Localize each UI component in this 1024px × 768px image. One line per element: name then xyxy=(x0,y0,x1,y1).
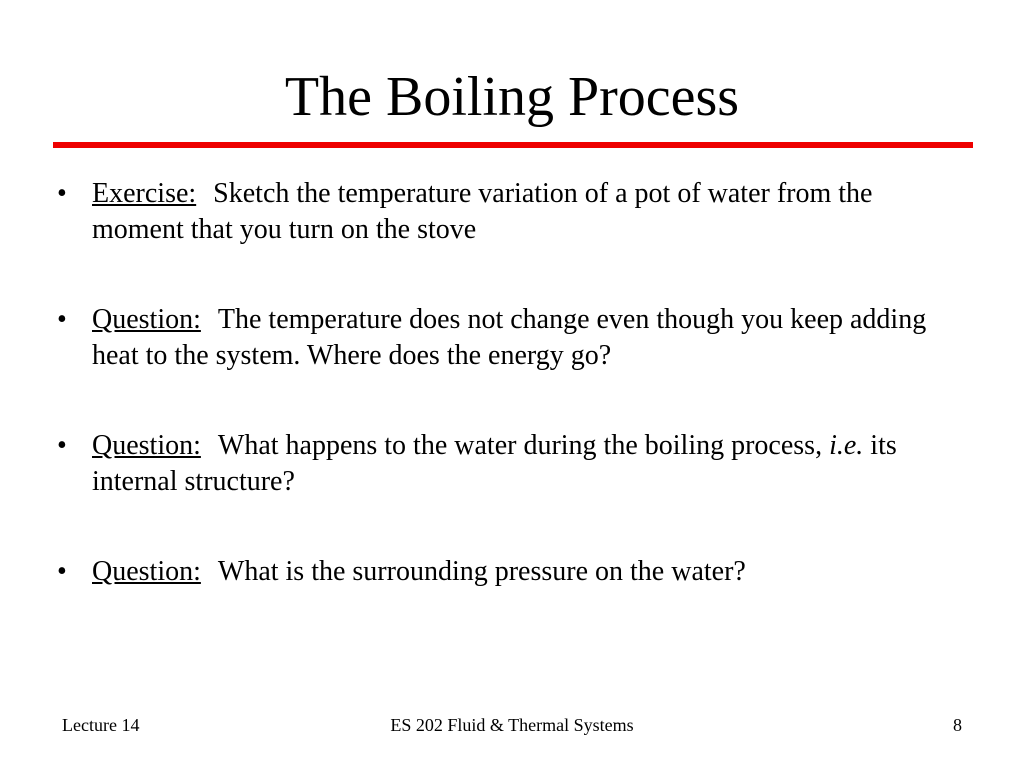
bullet-text: The temperature does not change even though you keep adding heat to the system. Where does the energy go? xyxy=(92,304,927,371)
bullet-list xyxy=(53,176,953,644)
bullet-marker: • xyxy=(57,304,67,335)
footer-course: ES 202 Fluid & Thermal Systems xyxy=(390,715,634,735)
bullet-text-italic: i.e. xyxy=(829,430,864,461)
bullet-label: Question: xyxy=(92,556,201,587)
bullet-item-exercise xyxy=(53,176,953,248)
footer-page-number: 8 xyxy=(953,715,962,735)
bullet-item-question-structure xyxy=(53,428,953,500)
title-divider xyxy=(53,142,973,148)
bullet-text: What is the surrounding pressure on the water? xyxy=(217,556,746,587)
bullet-marker: • xyxy=(57,178,67,209)
footer-lecture: Lecture 14 xyxy=(62,715,140,735)
bullet-item-question-pressure xyxy=(53,554,953,590)
bullet-marker: • xyxy=(57,556,67,587)
bullet-label: Question: xyxy=(92,430,201,461)
bullet-label: Exercise: xyxy=(92,178,197,209)
bullet-label: Question: xyxy=(92,304,201,335)
bullet-item-question-energy xyxy=(53,302,953,374)
slide-title: The Boiling Process xyxy=(284,66,740,128)
bullet-text-after: its internal structure? xyxy=(92,430,897,497)
bullet-text-before: What happens to the water during the boiling process, xyxy=(217,430,830,461)
bullet-text: Sketch the temperature variation of a pot of water from the moment that you turn on the stove xyxy=(92,178,873,245)
bullet-marker: • xyxy=(57,430,67,461)
